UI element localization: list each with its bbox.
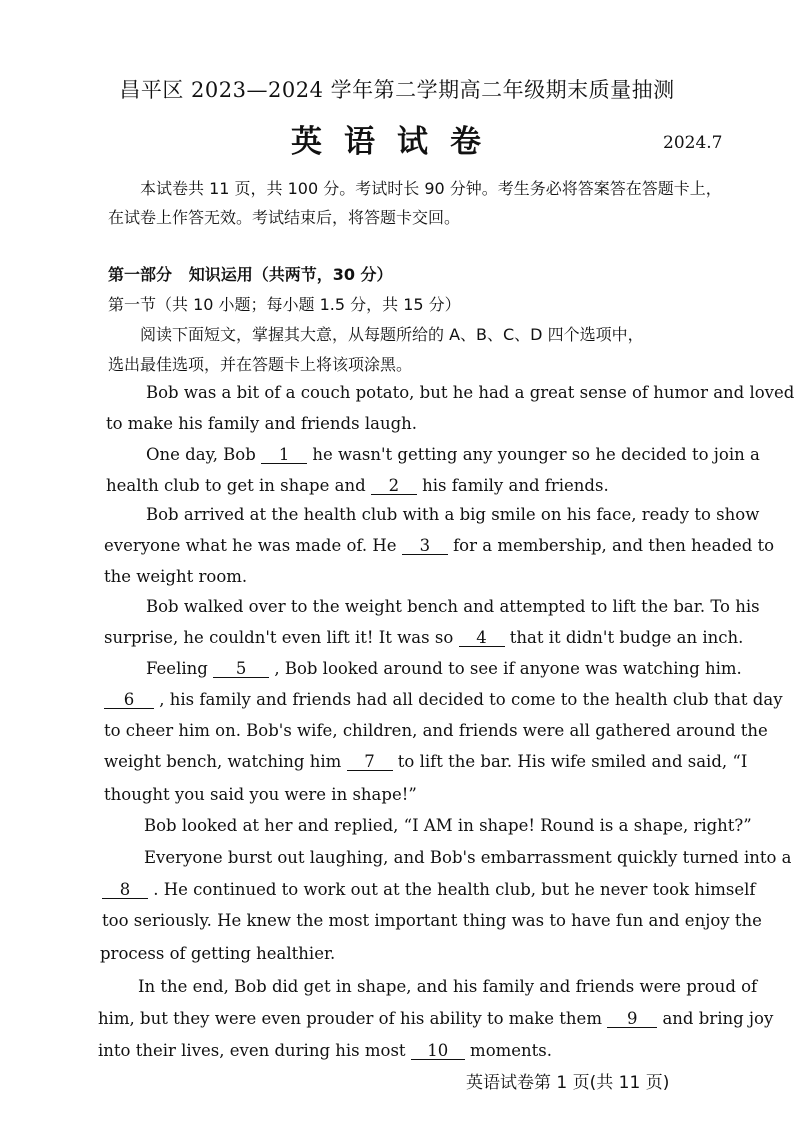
part-heading: 第一部分 知识运用（共两节，30 分） [108,265,393,284]
passage-text: weight bench, watching him [104,752,342,771]
passage-text: health club to get in shape and [106,476,366,495]
passage-text: surprise, he couldn't even lift it! It was so [104,628,454,647]
passage-line: thought you said you were in shape!” [104,785,417,804]
passage-line: Bob was a bit of a couch potato, but he had a great sense of humor and loved [146,383,794,402]
passage-line: too seriously. He knew the most important thing was to have fun and enjoy the [102,911,762,930]
blank-10: 10 [411,1042,465,1060]
blank-4: 4 [459,629,505,647]
passage-text: everyone what he was made of. He [104,536,397,555]
passage-text: One day, Bob [146,445,256,464]
passage-line [106,476,609,495]
passage-text: to lift the bar. His wife smiled and said, “I [397,752,748,771]
passage-line: Everyone burst out laughing, and Bob's embarrassment quickly turned into a [144,848,792,867]
passage-line: to make his family and friends laugh. [106,414,418,433]
instructions-line-2: 在试卷上作答无效。考试结束后，将答题卡交回。 [108,208,461,227]
passage-line [104,536,774,555]
passage-text: , his family and friends had all decided to come to the health club that day [159,690,783,709]
passage-text: that it didn't budge an inch. [509,628,744,647]
passage-text: into their lives, even during his most [98,1041,406,1060]
passage-line: In the end, Bob did get in shape, and his family and friends were proud of [138,977,758,996]
blank-5: 5 [213,660,269,678]
passage-text: . He continued to work out at the health club, but he never took himself [153,880,756,899]
blank-2: 2 [371,477,417,495]
passage-line [104,690,783,709]
subject-heading: 英语试卷 [291,124,503,160]
passage-line [102,880,756,899]
passage-line [104,752,747,771]
subsection-heading: 第一节（共 10 小题；每小题 1.5 分，共 15 分） [108,295,461,314]
exam-date: 2024.7 [663,133,723,153]
blank-1: 1 [261,446,307,464]
passage-line: Bob walked over to the weight bench and attempted to lift the bar. To his [146,597,760,616]
passage-line: process of getting healthier. [100,944,336,963]
passage-text: his family and friends. [422,476,609,495]
passage-line: Bob arrived at the health club with a big smile on his face, ready to show [146,505,760,524]
exam-title: 昌平区 2023—2024 学年第二学期高二年级期末质量抽测 [119,78,675,102]
blank-3: 3 [402,537,448,555]
passage-line [98,1041,552,1060]
instructions-line-1: 本试卷共 11 页，共 100 分。考试时长 90 分钟。考生务必将答案答在答题卡上， [140,179,722,198]
passage-line [146,445,760,464]
blank-7: 7 [347,753,393,771]
passage-line [98,1009,773,1028]
passage-text: him, but they were even prouder of his ability to make them [98,1009,602,1028]
directions-line-2: 选出最佳选项，并在答题卡上将该项涂黑。 [108,355,413,374]
passage-text: , Bob looked around to see if anyone was watching him. [274,659,742,678]
passage-text: he wasn't getting any younger so he decided to join a [312,445,760,464]
passage-text: moments. [470,1041,553,1060]
passage-text: for a membership, and then headed to [453,536,775,555]
blank-8: 8 [102,881,148,899]
passage-text: Feeling [146,659,208,678]
blank-6: 6 [104,691,154,709]
passage-line: Bob looked at her and replied, “I AM in shape! Round is a shape, right?” [144,816,752,835]
passage-line: to cheer him on. Bob's wife, children, and friends were all gathered around the [104,721,768,740]
passage-line [146,659,742,678]
page-footer: 英语试卷第 1 页(共 11 页) [466,1073,670,1093]
passage-line: the weight room. [104,567,248,586]
blank-9: 9 [607,1010,657,1028]
passage-text: and bring joy [662,1009,774,1028]
directions-line-1: 阅读下面短文，掌握其大意，从每题所给的 A、B、C、D 四个选项中， [140,325,644,344]
passage-line [104,628,743,647]
